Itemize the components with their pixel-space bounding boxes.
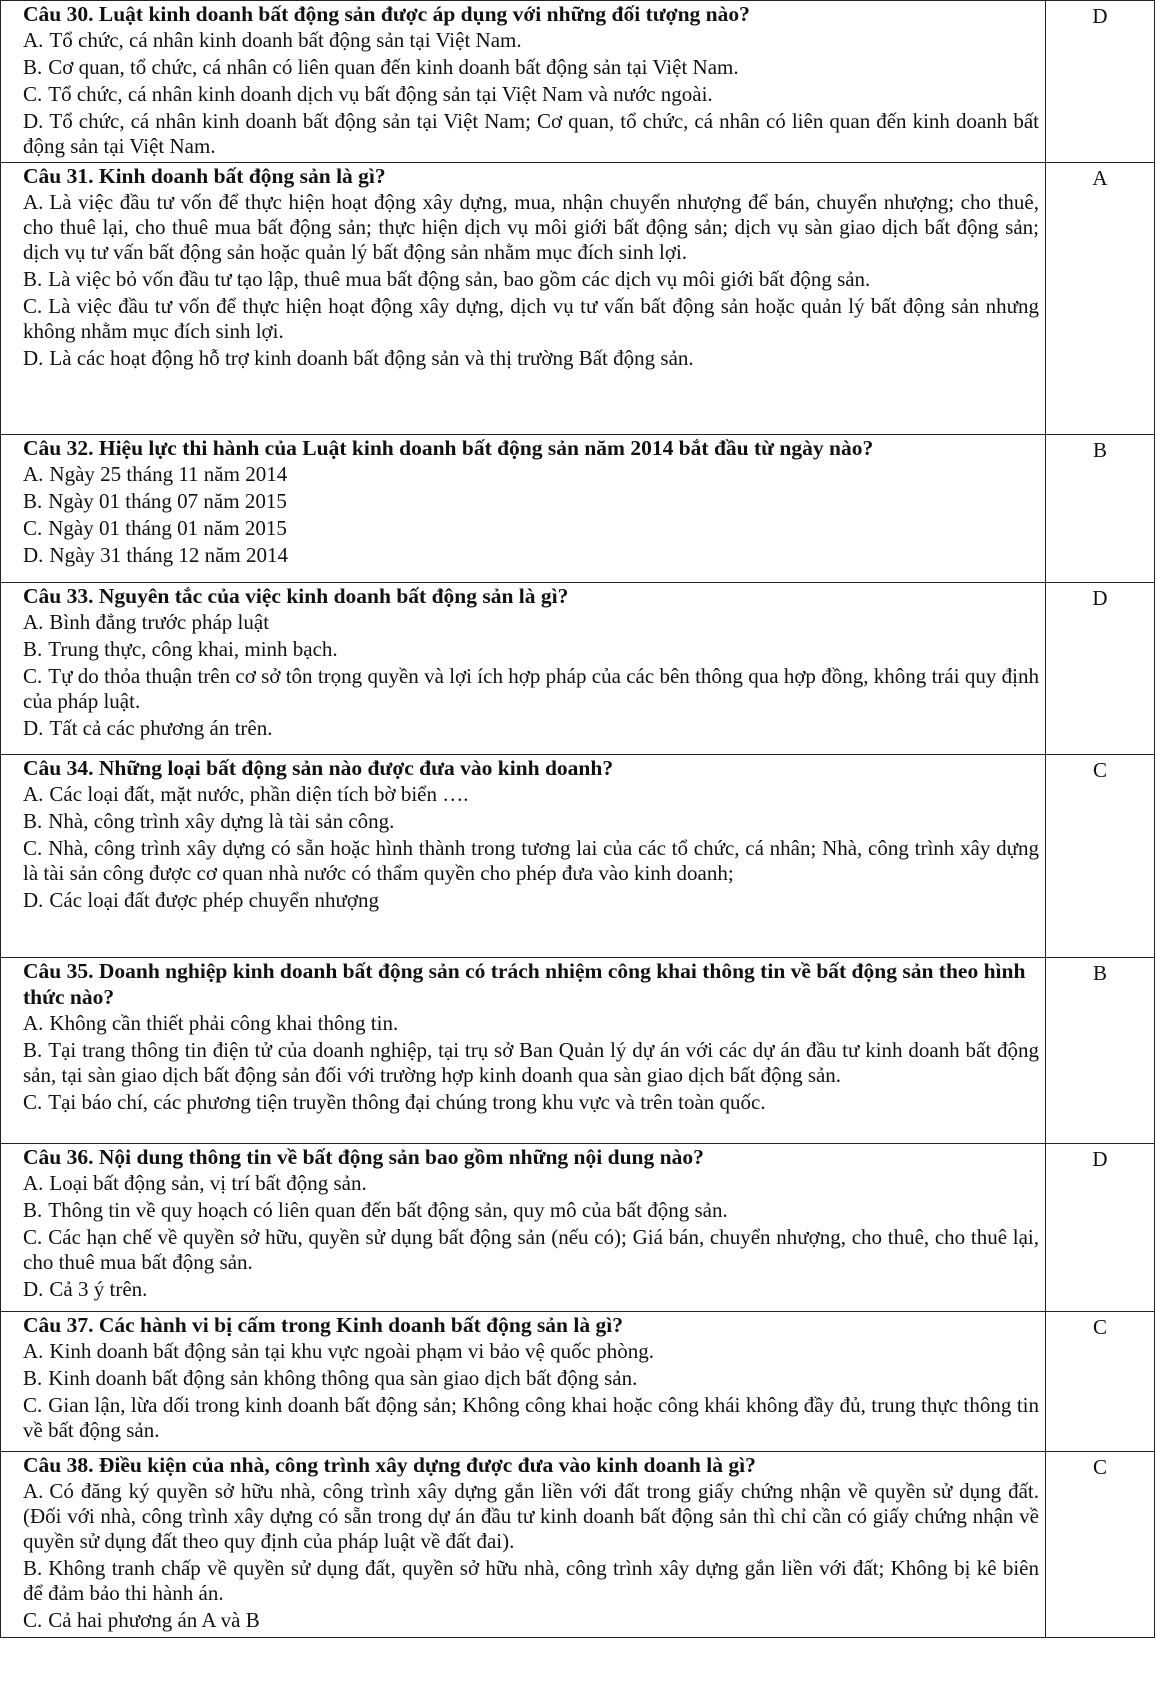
option-d: D. Tổ chức, cá nhân kinh doanh bất động sản tại Việt Nam; Cơ quan, tổ chức, cá nhân có liên quan đến kinh doanh bất động sản tại Việt Nam. — [23, 109, 1039, 158]
answer-cell: C — [1046, 755, 1155, 958]
answer-cell: C — [1046, 1312, 1155, 1452]
option-b: B. Ngày 01 tháng 07 năm 2015 — [23, 489, 287, 513]
question-row-38 — [1, 1452, 1155, 1638]
option-c: C. Là việc đầu tư vốn để thực hiện hoạt động xây dựng, dịch vụ tư vấn bất động sản hoặc quản lý bất động sản nhưng không nhằm mục đích sinh lợi. — [23, 294, 1039, 343]
question-row-36 — [1, 1144, 1155, 1312]
question-title: Câu 34. Những loại bất động sản nào được đưa vào kinh doanh? — [23, 756, 614, 780]
option-d: D. Ngày 31 tháng 12 năm 2014 — [23, 543, 288, 567]
option-a: A. Có đăng ký quyền sở hữu nhà, công trình xây dựng gắn liền với đất trong giấy chứng nhận về quyền sử dụng đất. (Đối với nhà, công trình xây dựng có sẵn trong dự án đầu tư kinh doanh bất động sản thì chỉ cần có giấy chứng nhận về quyền sử dụng đất theo quy định của pháp luật về đất đai). — [23, 1479, 1039, 1553]
option-d: D. Tất cả các phương án trên. — [23, 716, 273, 740]
question-row-35 — [1, 958, 1155, 1144]
question-title: Câu 36. Nội dung thông tin về bất động sản bao gồm những nội dung nào? — [23, 1145, 704, 1169]
question-cell — [1, 583, 1046, 755]
option-a: A. Là việc đầu tư vốn để thực hiện hoạt động xây dựng, mua, nhận chuyển nhượng để bán, chuyển nhượng; cho thuê, cho thuê lại, cho thuê mua bất động sản; thực hiện dịch vụ môi giới bất động sản; dịch vụ sàn giao dịch bất động sản; dịch vụ tư vấn bất động sản hoặc quản lý bất động sản nhằm mục đích sinh lợi. — [23, 190, 1039, 264]
option-b: B. Thông tin về quy hoạch có liên quan đến bất động sản, quy mô của bất động sản. — [23, 1198, 728, 1222]
question-title: Câu 35. Doanh nghiệp kinh doanh bất động sản có trách nhiệm công khai thông tin về bất động sản theo hình thức nào? — [23, 959, 1026, 1009]
option-c: C. Tổ chức, cá nhân kinh doanh dịch vụ bất động sản tại Việt Nam và nước ngoài. — [23, 82, 713, 106]
option-d: D. Các loại đất được phép chuyển nhượng — [23, 888, 379, 912]
question-cell — [1, 435, 1046, 583]
option-b: B. Cơ quan, tổ chức, cá nhân có liên quan đến kinh doanh bất động sản tại Việt Nam. — [23, 55, 739, 79]
option-b: B. Trung thực, công khai, minh bạch. — [23, 637, 338, 661]
answer-cell: D — [1046, 583, 1155, 755]
question-cell — [1, 1144, 1046, 1312]
option-c: C. Tự do thỏa thuận trên cơ sở tôn trọng quyền và lợi ích hợp pháp của các bên thông qua hợp đồng, không trái quy định của pháp luật. — [23, 664, 1039, 713]
question-title: Câu 31. Kinh doanh bất động sản là gì? — [23, 164, 386, 188]
answer-cell: D — [1046, 1, 1155, 163]
option-b: B. Nhà, công trình xây dựng là tài sản công. — [23, 809, 395, 833]
option-a: A. Loại bất động sản, vị trí bất động sản. — [23, 1171, 367, 1195]
question-cell — [1, 1, 1046, 163]
answer-cell: A — [1046, 163, 1155, 435]
option-c: C. Cả hai phương án A và B — [23, 1608, 260, 1632]
option-c: C. Nhà, công trình xây dựng có sẵn hoặc hình thành trong tương lai của các tổ chức, cá nhân; Nhà, công trình xây dựng là tài sản công được cơ quan nhà nước có thẩm quyền cho phép đưa vào kinh doanh; — [23, 836, 1039, 885]
question-title: Câu 32. Hiệu lực thi hành của Luật kinh doanh bất động sản năm 2014 bắt đầu từ ngày nào? — [23, 436, 874, 460]
question-row-37 — [1, 1312, 1155, 1452]
answer-cell: D — [1046, 1144, 1155, 1312]
answer-cell: B — [1046, 958, 1155, 1144]
option-b: B. Tại trang thông tin điện tử của doanh nghiệp, tại trụ sở Ban Quản lý dự án với các dự án đầu tư kinh doanh bất động sản, tại sàn giao dịch bất động sản đối với trường hợp kinh doanh qua sàn giao dịch bất động sản. — [23, 1038, 1039, 1087]
answer-cell: C — [1046, 1452, 1155, 1638]
question-title: Câu 37. Các hành vi bị cấm trong Kinh doanh bất động sản là gì? — [23, 1313, 623, 1337]
option-d: D. Là các hoạt động hỗ trợ kinh doanh bất động sản và thị trường Bất động sản. — [23, 346, 694, 370]
option-a: A. Kinh doanh bất động sản tại khu vực ngoài phạm vi bảo vệ quốc phòng. — [23, 1339, 654, 1363]
option-a: A. Tổ chức, cá nhân kinh doanh bất động sản tại Việt Nam. — [23, 28, 522, 52]
question-title: Câu 30. Luật kinh doanh bất động sản được áp dụng với những đối tượng nào? — [23, 2, 750, 26]
option-c: C. Gian lận, lừa dối trong kinh doanh bất động sản; Không công khai hoặc công khái không đầy đủ, trung thực thông tin về bất động sản. — [23, 1393, 1039, 1442]
question-cell — [1, 163, 1046, 435]
option-a: A. Không cần thiết phải công khai thông tin. — [23, 1011, 399, 1035]
question-title: Câu 33. Nguyên tắc của việc kinh doanh bất động sản là gì? — [23, 584, 569, 608]
question-row-34 — [1, 755, 1155, 958]
option-c: C. Các hạn chế về quyền sở hữu, quyền sử dụng bất động sản (nếu có); Giá bán, chuyển nhượng, cho thuê, cho thuê lại, cho thuê mua bất động sản. — [23, 1225, 1039, 1274]
option-d: D. Cả 3 ý trên. — [23, 1277, 148, 1301]
question-row-31 — [1, 163, 1155, 435]
answer-cell: B — [1046, 435, 1155, 583]
question-row-30 — [1, 1, 1155, 163]
question-cell — [1, 755, 1046, 958]
question-row-33 — [1, 583, 1155, 755]
question-cell — [1, 1312, 1046, 1452]
question-cell — [1, 958, 1046, 1144]
question-cell — [1, 1452, 1046, 1638]
option-c: C. Ngày 01 tháng 01 năm 2015 — [23, 516, 287, 540]
option-b: B. Kinh doanh bất động sản không thông qua sàn giao dịch bất động sản. — [23, 1366, 638, 1390]
option-a: A. Ngày 25 tháng 11 năm 2014 — [23, 462, 288, 486]
question-title: Câu 38. Điều kiện của nhà, công trình xây dựng được đưa vào kinh doanh là gì? — [23, 1453, 756, 1477]
option-b: B. Là việc bỏ vốn đầu tư tạo lập, thuê mua bất động sản, bao gồm các dịch vụ môi giới bất động sản. — [23, 267, 871, 291]
question-row-32 — [1, 435, 1155, 583]
option-a: A. Bình đẳng trước pháp luật — [23, 610, 270, 634]
option-c: C. Tại báo chí, các phương tiện truyền thông đại chúng trong khu vực và trên toàn quốc. — [23, 1090, 766, 1114]
option-b: B. Không tranh chấp về quyền sử dụng đất, quyền sở hữu nhà, công trình xây dựng gắn liền với đất; Không bị kê biên để đảm bảo thi hành án. — [23, 1556, 1039, 1605]
option-a: A. Các loại đất, mặt nước, phần diện tích bờ biển …. — [23, 782, 469, 806]
